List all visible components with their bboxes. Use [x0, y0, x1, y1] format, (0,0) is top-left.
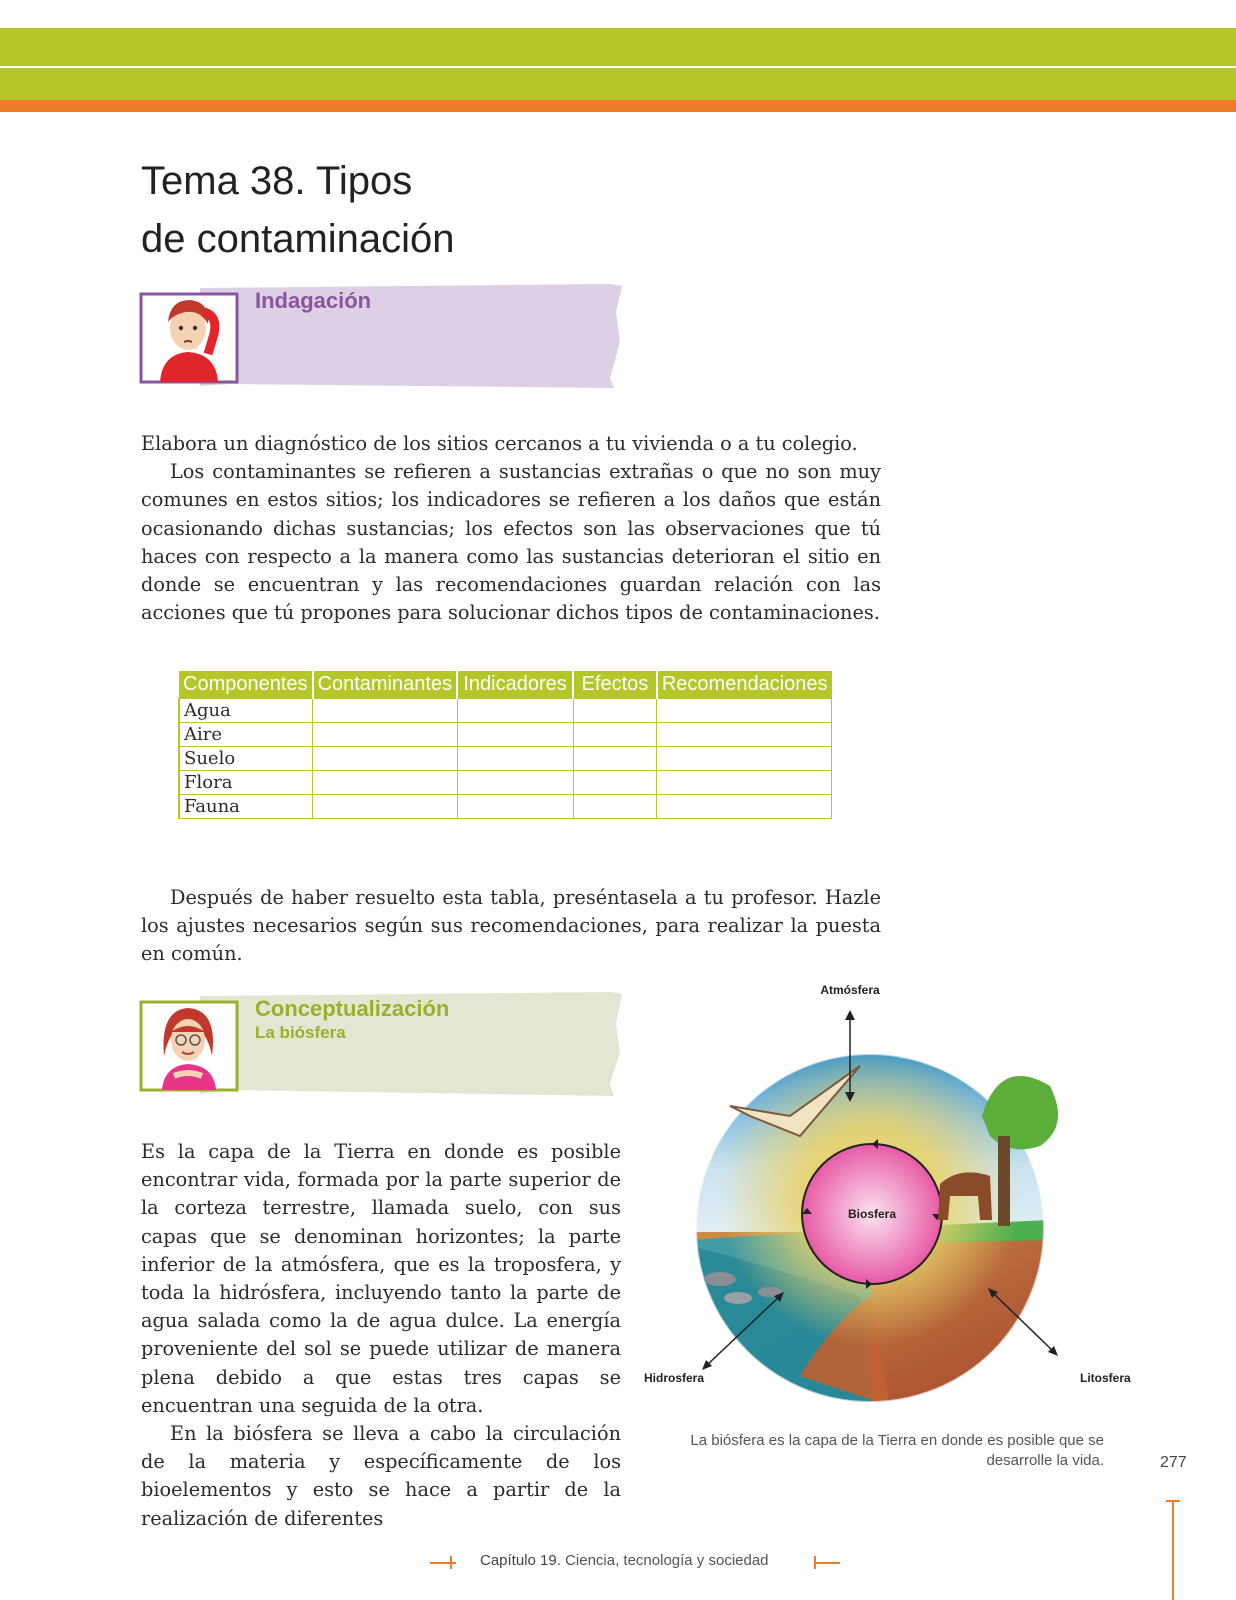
table-header-row — [179, 671, 832, 699]
page-number: 277 — [1160, 1454, 1187, 1471]
empty-cell[interactable] — [657, 771, 832, 795]
empty-cell[interactable] — [457, 771, 573, 795]
girl-glasses-icon — [140, 996, 238, 1092]
label-hidrosfera: Hidrosfera — [644, 1371, 705, 1385]
table-header-cell: Componentes — [179, 671, 313, 699]
page-title — [141, 152, 741, 268]
label-litosfera: Litosfera — [1080, 1371, 1131, 1385]
figure-caption: La biósfera es la capa de la Tierra en donde es posible que se desarrolle la vida. — [690, 1432, 1104, 1469]
empty-cell[interactable] — [313, 699, 458, 723]
table-row — [179, 795, 832, 819]
page-title-line2: de contaminación — [141, 217, 455, 261]
footer-text — [480, 1552, 769, 1569]
table-row-label: Fauna — [179, 795, 313, 819]
empty-cell[interactable] — [313, 771, 458, 795]
boy-thinking-icon — [140, 288, 238, 384]
footer-subject: Ciencia, tecnología y sociedad — [565, 1552, 769, 1569]
diagnosis-table — [178, 671, 832, 819]
empty-cell[interactable] — [457, 699, 573, 723]
table-row — [179, 771, 832, 795]
empty-cell[interactable] — [457, 795, 573, 819]
empty-cell[interactable] — [573, 699, 657, 723]
label-biosfera: Biosfera — [847, 1207, 897, 1221]
table-row-label: Suelo — [179, 747, 313, 771]
table-row — [179, 747, 832, 771]
empty-cell[interactable] — [457, 723, 573, 747]
empty-cell[interactable] — [313, 747, 458, 771]
footer-chapter: Capítulo 19. — [480, 1552, 561, 1569]
table-row-label: Flora — [179, 771, 313, 795]
conceptualizacion-heading: Conceptualización — [255, 996, 450, 1021]
empty-cell[interactable] — [313, 723, 458, 747]
empty-cell[interactable] — [573, 771, 657, 795]
biosphere-paragraph-1: Es la capa de la Tierra en donde es posible encontrar vida, formada por la parte superior de la corteza terrestre, llamada suelo, con sus capas que se denominan horizontes; la parte inferior de la atmósfera, que es la troposfera, y toda la hidrósfera, incluyendo tanto la parte de agua salada como la de agua dulce. La energía proveniente del sol se puede utilizar de manera plena debido a que estas tres capas se encuentran una seguida de la otra. — [141, 1140, 621, 1417]
page-title-line1: Tema 38. Tipos — [141, 159, 413, 203]
table-header-cell: Contaminantes — [313, 671, 458, 699]
table-row — [179, 699, 832, 723]
empty-cell[interactable] — [573, 795, 657, 819]
empty-cell[interactable] — [657, 747, 832, 771]
table-header-cell: Efectos — [573, 671, 657, 699]
empty-cell[interactable] — [657, 795, 832, 819]
intro-paragraph-2: Los contaminantes se refieren a sustancias extrañas o que no son muy comunes en estos sitios; los indicadores se refieren a los daños que están ocasionando dichas sustancias; los efectos son las observaciones que tú haces con respecto a la manera como las sustancias deterioran el sitio en donde se encuentran y las recomendaciones guardan relación con las acciones que tú propones para solucionar dichos tipos de contaminaciones. — [141, 460, 881, 625]
footer-left-dash — [430, 1562, 456, 1564]
empty-cell[interactable] — [657, 723, 832, 747]
biosphere-text — [141, 1138, 621, 1533]
table-row-label: Agua — [179, 699, 313, 723]
indagacion-banner — [140, 282, 622, 390]
footer — [430, 1550, 850, 1574]
label-atmosfera: Atmósfera — [820, 983, 880, 997]
page-rule — [1172, 1500, 1174, 1600]
header-band-top — [0, 28, 1236, 66]
indagacion-heading: Indagación — [255, 288, 372, 313]
empty-cell[interactable] — [313, 795, 458, 819]
intro-text — [141, 430, 881, 627]
empty-cell[interactable] — [457, 747, 573, 771]
header-band-orange — [0, 100, 1236, 112]
table-row-label: Aire — [179, 723, 313, 747]
after-table-text — [141, 884, 881, 969]
table-header-cell: Indicadores — [457, 671, 573, 699]
after-table-paragraph: Después de haber resuelto esta tabla, preséntasela a tu profesor. Hazle los ajustes necesarios según sus recomendaciones, para realizar la puesta en común. — [141, 886, 881, 966]
table-row — [179, 723, 832, 747]
biosphere-diagram — [644, 983, 1131, 1396]
biosphere-paragraph-2: En la biósfera se lleva a cabo la circulación de la materia y específicamente de los bioelementos y esto se hace a partir de la realización de diferentes — [141, 1422, 621, 1530]
conceptualizacion-subheading: La biósfera — [255, 1023, 346, 1042]
header-band-middle — [0, 68, 1236, 100]
conceptualizacion-banner — [140, 990, 622, 1098]
intro-paragraph-1: Elabora un diagnóstico de los sitios cercanos a tu vivienda o a tu colegio. — [141, 432, 858, 455]
table-header-cell: Recomendaciones — [657, 671, 832, 699]
empty-cell[interactable] — [573, 723, 657, 747]
empty-cell[interactable] — [573, 747, 657, 771]
empty-cell[interactable] — [657, 699, 832, 723]
footer-right-dash — [814, 1562, 840, 1564]
